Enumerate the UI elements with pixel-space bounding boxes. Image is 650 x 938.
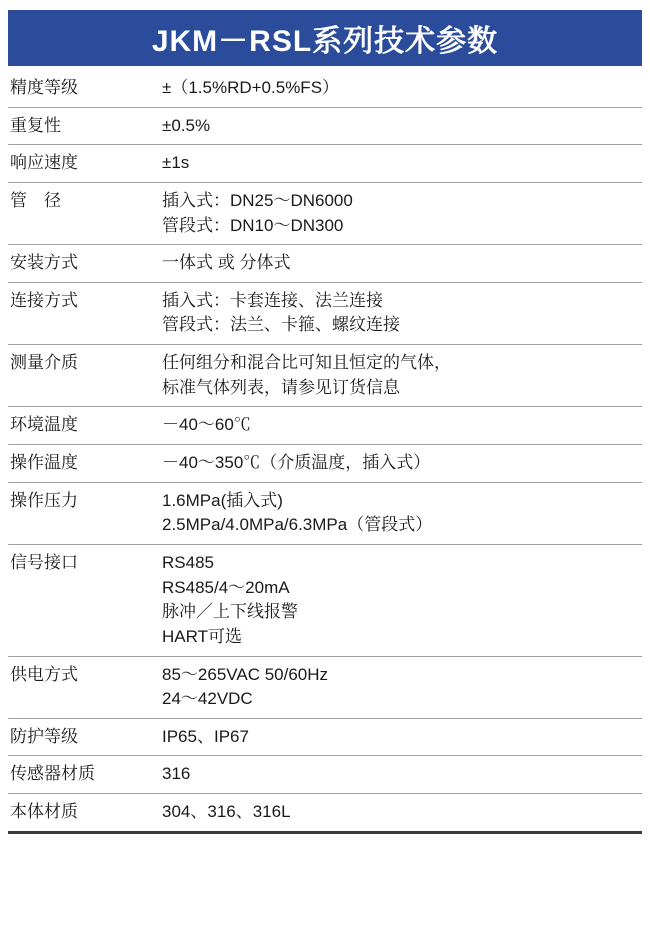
spec-value-line: 304、316、316L bbox=[162, 802, 291, 822]
spec-label-cell bbox=[8, 756, 160, 794]
spec-value-line: 脉冲／上下线报警 bbox=[162, 602, 298, 622]
spec-label: 安装方式 bbox=[10, 253, 78, 273]
spec-label-cell bbox=[8, 718, 160, 756]
spec-value-cell bbox=[160, 245, 642, 283]
spec-label: 管 径 bbox=[10, 190, 61, 210]
spec-value-line: ±1s bbox=[162, 153, 190, 173]
table-row bbox=[8, 107, 642, 145]
spec-value-line: 任何组分和混合比可知且恒定的气体， bbox=[162, 353, 451, 373]
table-row bbox=[8, 345, 642, 407]
spec-value-line: 24～42VDC bbox=[162, 689, 253, 709]
spec-value-cell bbox=[160, 445, 642, 483]
spec-value-cell bbox=[160, 70, 642, 107]
spec-value-line: 插入式：卡套连接、法兰连接 bbox=[162, 290, 383, 310]
spec-value-cell bbox=[160, 544, 642, 656]
spec-label: 操作温度 bbox=[10, 453, 78, 473]
spec-label-cell bbox=[8, 544, 160, 656]
spec-value-line: 标准气体列表，请参见订货信息 bbox=[162, 377, 400, 397]
page-title: JKM－RSL系列技术参数 bbox=[151, 25, 499, 58]
spec-value-cell bbox=[160, 145, 642, 183]
spec-value-cell bbox=[160, 407, 642, 445]
table-row bbox=[8, 282, 642, 344]
spec-value-line: ±0.5% bbox=[162, 115, 211, 135]
spec-label: 重复性 bbox=[10, 115, 61, 135]
spec-value-line: HART可选 bbox=[162, 626, 242, 646]
spec-label-cell bbox=[8, 70, 160, 107]
spec-label-cell bbox=[8, 345, 160, 407]
spec-value-line: 85～265VAC 50/60Hz bbox=[162, 664, 329, 684]
spec-value-line: 管段式：法兰、卡箍、螺纹连接 bbox=[162, 315, 400, 335]
spec-label-cell bbox=[8, 794, 160, 833]
spec-label: 精度等级 bbox=[10, 78, 78, 97]
spec-label: 防护等级 bbox=[10, 726, 78, 746]
spec-value-cell bbox=[160, 107, 642, 145]
table-row bbox=[8, 756, 642, 794]
spec-label: 连接方式 bbox=[10, 290, 78, 310]
spec-value-cell bbox=[160, 718, 642, 756]
spec-value-cell bbox=[160, 282, 642, 344]
spec-value-line: 316 bbox=[162, 764, 191, 784]
spec-label-cell bbox=[8, 282, 160, 344]
table-row bbox=[8, 445, 642, 483]
spec-value-line: IP65、IP67 bbox=[162, 726, 249, 746]
spec-label: 响应速度 bbox=[10, 153, 78, 173]
spec-value-line: ±（1.5%RD+0.5%FS） bbox=[162, 78, 340, 97]
table-row bbox=[8, 482, 642, 544]
spec-value-line: 2.5MPa/4.0MPa/6.3MPa（管段式） bbox=[162, 515, 433, 535]
spec-label-cell bbox=[8, 107, 160, 145]
spec-label: 传感器材质 bbox=[10, 764, 95, 784]
spec-value-line: 管段式：DN10～DN300 bbox=[162, 215, 344, 235]
table-row bbox=[8, 718, 642, 756]
table-row bbox=[8, 245, 642, 283]
spec-label-cell bbox=[8, 245, 160, 283]
spec-value-line: RS485 bbox=[162, 552, 214, 572]
spec-label: 操作压力 bbox=[10, 490, 78, 510]
spec-value-cell bbox=[160, 482, 642, 544]
table-row bbox=[8, 407, 642, 445]
spec-label: 本体材质 bbox=[10, 802, 78, 822]
spec-label-cell bbox=[8, 482, 160, 544]
spec-value-cell bbox=[160, 182, 642, 244]
spec-value-line: RS485/4～20mA bbox=[162, 577, 290, 597]
spec-label: 测量介质 bbox=[10, 353, 78, 373]
table-row bbox=[8, 70, 642, 107]
spec-value-line: 一体式 或 分体式 bbox=[162, 253, 291, 273]
spec-label-cell bbox=[8, 145, 160, 183]
table-row bbox=[8, 182, 642, 244]
spec-label: 供电方式 bbox=[10, 664, 78, 684]
spec-value-cell bbox=[160, 656, 642, 718]
spec-value-cell bbox=[160, 794, 642, 833]
spec-value-line: 插入式：DN25～DN6000 bbox=[162, 190, 353, 210]
spec-value-line: 1.6MPa(插入式) bbox=[162, 490, 283, 510]
page-title-bar bbox=[8, 10, 642, 66]
table-row bbox=[8, 656, 642, 718]
table-row bbox=[8, 145, 642, 183]
spec-label: 环境温度 bbox=[10, 415, 78, 435]
spec-value-cell bbox=[160, 756, 642, 794]
table-row bbox=[8, 794, 642, 833]
table-row bbox=[8, 544, 642, 656]
spec-label-cell bbox=[8, 445, 160, 483]
spec-label-cell bbox=[8, 407, 160, 445]
spec-sheet bbox=[0, 10, 650, 938]
spec-value-cell bbox=[160, 345, 642, 407]
spec-label-cell bbox=[8, 656, 160, 718]
spec-value-line: －40～350℃（介质温度，插入式） bbox=[162, 453, 431, 473]
spec-value-line: －40～60℃ bbox=[162, 415, 251, 435]
specifications-table-body bbox=[8, 70, 642, 832]
specifications-table bbox=[8, 70, 642, 834]
spec-label: 信号接口 bbox=[10, 552, 78, 572]
spec-label-cell bbox=[8, 182, 160, 244]
